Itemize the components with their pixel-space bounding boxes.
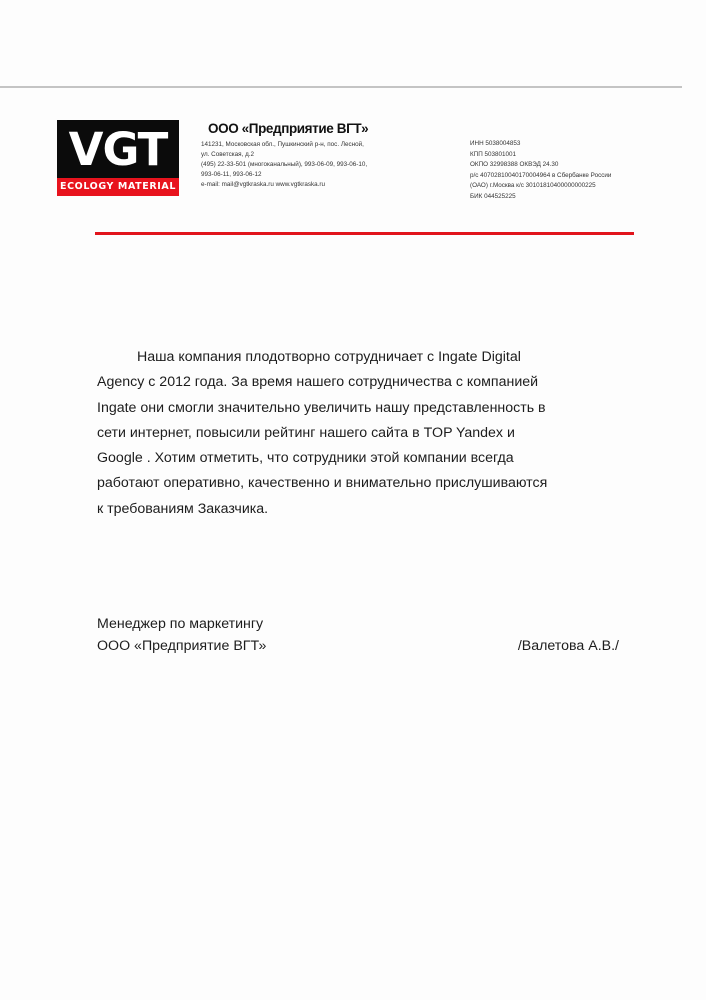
body-line: Agency с 2012 года. За время нашего сотрудничества с компанией	[97, 374, 539, 391]
letterhead-divider	[95, 232, 634, 235]
requisite-corr-account: (ОАО) г.Москва к/с 30101810400000000225	[470, 182, 596, 190]
requisite-inn: ИНН 5038004853	[470, 140, 521, 147]
requisite-okpo: ОКПО 32998388 ОКВЭД 24.30	[470, 161, 559, 169]
signer-name: /Валетова А.В./	[517, 638, 619, 654]
company-address-line-2: ул. Советская, д.2	[201, 151, 254, 158]
signature-position-row	[97, 613, 627, 635]
body-line: Наша компания плодотворно сотрудничает с Ingate Digital	[137, 349, 521, 365]
signer-company: ООО «Предприятие ВГТ»	[97, 638, 267, 654]
letter-body	[97, 345, 637, 522]
logo-tagline: ECOLOGY MATERIAL	[57, 178, 179, 196]
logo-mark: VGT	[68, 123, 168, 176]
company-contacts-line: e-mail: mail@vgtkraska.ru www.vgtkraska.ru	[201, 181, 325, 188]
company-address-line-1: 141231, Московская обл., Пушкинский р-н, пос. Лесной,	[201, 141, 364, 148]
body-line: сети интернет, повысили рейтинг нашего сайта в TOP Yandex и	[97, 424, 515, 441]
company-phone-line-1: (495) 22-33-501 (многоканальный), 993-06-09, 993-06-10,	[201, 161, 368, 168]
requisite-kpp: КПП 503801001	[470, 150, 516, 158]
requisite-account: р/с 40702810040170004964 в Сбербанке России	[470, 171, 612, 179]
company-info	[201, 121, 441, 190]
body-line: Google . Хотим отметить, что сотрудники этой компании всегда	[97, 450, 514, 467]
body-line: работают оперативно, качественно и внимательно прислушиваются	[97, 475, 548, 492]
signer-position: Менеджер по маркетингу	[97, 616, 264, 632]
body-line: Ingate они смогли значительно увеличить нашу представленность в	[97, 399, 546, 416]
requisite-bik: БИК 044525225	[470, 192, 516, 200]
company-phone-line-2: 993-06-11, 993-06-12	[201, 171, 262, 178]
bank-requisites	[470, 139, 670, 203]
signature-company-row	[97, 635, 627, 657]
company-name: ООО «Предприятие ВГТ»	[208, 121, 369, 136]
vgt-logo	[57, 120, 179, 196]
signature-block	[97, 613, 627, 657]
body-line: к требованиям Заказчика.	[97, 500, 269, 517]
page-top-rule	[0, 86, 682, 88]
